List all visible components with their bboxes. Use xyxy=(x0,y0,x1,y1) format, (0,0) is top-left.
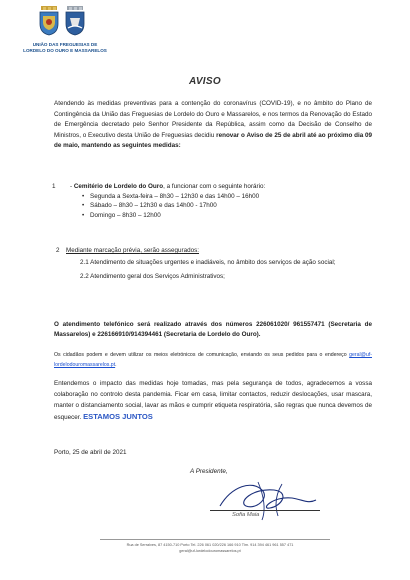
schedule-row: • Segunda a Sexta-feira – 8h30 – 12h30 e das 14h00 – 16h00 xyxy=(82,192,260,200)
schedule-row: • Sábado – 8h30 – 12h30 e das 14h00 - 17h00 xyxy=(82,202,217,210)
document-date: Porto, 25 de abril de 2021 xyxy=(54,449,127,456)
sub-item: 2.1 Atendimento de situações urgentes e inadiáveis, no âmbito dos serviços de ação social; xyxy=(80,259,336,267)
footer: Rua de Serralves, 87 4150-710 Porto Tel. 226 061 020/226 166 910 Tlm. 914 394 461 961 557 471 geral@uf-lordelodouromassarelos.pt xyxy=(126,543,294,553)
footer-divider xyxy=(100,539,330,540)
page-title: AVISO xyxy=(189,76,221,87)
header-logos xyxy=(30,6,90,46)
contact-paragraph: Os cidadãos podem e devem utilizar os meios eletrónicos de comunicação, enviando os seus pedidos para o endereço geral@uf-lordelodouromassarelos.pt. xyxy=(54,352,372,368)
signature-line xyxy=(210,510,320,511)
slogan: ESTAMOS JUNTOS xyxy=(83,412,153,421)
signature-icon xyxy=(212,476,322,522)
bullet-icon: • xyxy=(82,211,85,219)
schedule-row: • Domingo – 8h30 – 12h00 xyxy=(82,211,161,219)
item-number: 1 xyxy=(52,183,56,190)
email-link[interactable]: geral@uf-lordelodouromassarelos.pt xyxy=(54,352,372,368)
item-number: 2 xyxy=(56,247,60,254)
bullet-icon: • xyxy=(82,192,85,200)
measure-appointments: 2 Mediante marcação prévia, serão assegurados: 2.1 Atendimento de situações urgentes e inadiáveis, no âmbito dos serviços de ação social; 2.2 Atendimento geral dos Serviços Administrativos; xyxy=(70,246,370,283)
signatory-role: A Presidente, xyxy=(190,468,228,475)
organization-name: UNIÃO DAS FREGUESIAS DE LORDELO DO OURO E MASSARELOS xyxy=(23,42,107,53)
phone-paragraph: O atendimento telefónico será realizado através dos números 226061020/ 961557471 (Secretaria de Massarelos) e 226166910/914394461 (Secretaria de Lordelo do Ouro). xyxy=(54,321,372,338)
bullet-icon: • xyxy=(82,202,85,210)
sub-item: 2.2 Atendimento geral dos Serviços Administrativos; xyxy=(80,273,225,281)
measure-cemetery: 1 - Cemitério de Lordelo do Ouro, a funcionar com o seguinte horário: • Segunda a Sexta-feira – 8h30 – 12h30 e das 14h00 – 16h00 • Sábado – 8h30 – 12h30 e das 14h00 - 17h00 • Domingo – 8h30 – 12h00 xyxy=(62,182,362,220)
intro-paragraph: Atendendo às medidas preventivas para a contenção do coronavírus (COVID-19), e no âmbito do Plano de Contingência da União das Freguesias de Lordelo do Ouro e Massarelos, e nos termos da Renovação do Estado de Emergência decretado pelo Senhor Presidente da República, assim como da Decisão de Conselho de Ministros, o Executivo desta União de Freguesias decidiu renovar o Aviso de 25 de abril até ao próximo dia 09 de maio, mantendo as seguintes medidas: xyxy=(54,100,372,149)
signatory-name: Sofia Maia xyxy=(232,512,260,518)
coat-of-arms-icon xyxy=(38,6,60,36)
coat-of-arms-icon xyxy=(64,6,86,36)
closing-paragraph: Entendemos o impacto das medidas hoje tomadas, mas pela segurança de todos, agradecemos a vossa colaboração no controlo desta pandemia. Ficar em casa, limitar contactos, reduzir deslocações, usar mascara, manter o distanciamento social, lavar as mãos e cumprir etiqueta respiratória, são regras que nunca devemos de esquecer. ESTAMOS JUNTOS xyxy=(54,380,372,421)
